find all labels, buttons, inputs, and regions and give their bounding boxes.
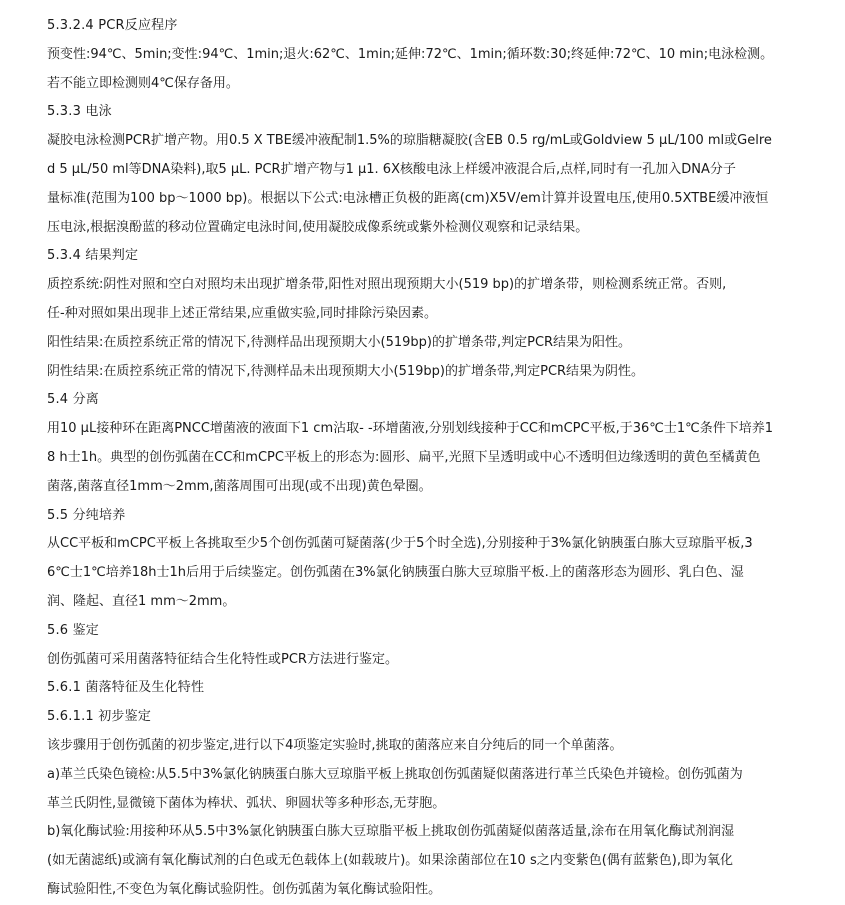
body-text-line: 量标准(范围为100 bp～1000 bp)。根据以下公式:电泳槽正负极的距离(cm)X5V/em计算并设置电压,使用0.5XTBE缓冲液恒 [47,190,769,206]
body-text-line: (如无菌滤纸)或滴有氧化酶试剂的白色或无色载体上(如载玻片)。如果涂菌部位在10 s之内变紫色(偶有蓝紫色),即为氧化 [47,853,734,869]
body-text-line: 压电泳,根据溴酚蓝的移动位置确定电泳时间,使用凝胶成像系统或紫外检测仪观察和记录结果。 [47,219,589,235]
section-heading: 5.5 分纯培养 [47,507,126,523]
body-text-line: 从CC平板和mCPC平板上各挑取至少5个创伤弧菌可疑菌落(少于5个时全选),分别接种于3%氯化钠胰蛋白胨大豆琼脂平板,3 [47,536,753,552]
body-text-line: 创伤弧菌可采用菌落特征结合生化特性或PCR方法进行鉴定。 [47,651,398,667]
body-text-line: 菌落,菌落直径1mm～2mm,菌落周围可出现(或不出现)黄色晕圈。 [47,478,432,494]
section-heading: 5.3.2.4 PCR反应程序 [47,18,178,33]
body-text-line: 用10 μL接种环在距离PNCC增菌液的液面下1 cm沾取- -环增菌液,分别划线接种于CC和mCPC平板,于36℃士1℃条件下培养1 [47,421,773,437]
body-text-line: 6℃士1℃培养18h士1h后用于后续鉴定。创伤弧菌在3%氯化钠胰蛋白胨大豆琼脂平板.上的菌落形态为圆形、乳白色、湿 [47,565,744,581]
section-heading: 5.6.1.1 初步鉴定 [47,709,152,725]
body-text-line: 该步骤用于创伤弧菌的初步鉴定,进行以下4项鉴定实验时,挑取的菌落应来自分纯后的同一个单菌落。 [47,737,623,753]
body-text-line: 革兰氏阴性,显微镜下菌体为棒状、弧状、卵圆状等多种形态,无芽胞。 [47,795,446,811]
body-text-line: d 5 μL/50 ml等DNA染料),取5 μL. PCR扩增产物与1 μ1. 6X核酸电泳上样缓冲液混合后,点样,同时有一孔加入DNA分子 [47,161,736,177]
body-text-line: 若不能立即检测则4℃保存备用。 [47,75,239,91]
section-heading: 5.6.1 菌落特征及生化特性 [47,680,205,696]
body-text-line: 质控系统:阴性对照和空白对照均未出现扩增条带,阳性对照出现预期大小(519 bp)的扩增条带，则检测系统正常。否则, [47,277,727,293]
body-text-line: 润、隆起、直径1 mm～2mm。 [47,593,236,609]
body-text-line: 凝胶电泳检测PCR扩增产物。用0.5 X TBE缓冲液配制1.5%的琼脂糖凝胶(含EB 0.5 rg/mL或Goldview 5 μL/100 ml或Gelre [47,133,772,149]
section-heading: 5.4 分离 [47,392,100,408]
section-heading: 5.3.4 结果判定 [47,248,139,264]
body-text-line: 预变性:94℃、5min;变性:94℃、1min;退火:62℃、1min;延伸:72℃、1min;循环数:30;终延伸:72℃、10 min;电泳检测。 [47,46,774,62]
section-heading: 5.6 鉴定 [47,622,100,638]
section-heading: 5.3.3 电泳 [47,104,112,120]
body-text-line: 阴性结果:在质控系统正常的情况下,待测样品未出现预期大小(519bp)的扩增条带,判定PCR结果为阴性。 [47,363,645,379]
body-text-line: a)革兰氏染色镜检:从5.5中3%氯化钠胰蛋白胨大豆琼脂平板上挑取创伤弧菌疑似菌落进行革兰氏染色并镜检。创伤弧菌为 [47,766,743,782]
body-text-line: 8 h士1h。典型的创伤弧菌在CC和mCPC平板上的形态为:圆形、扁平,光照下呈透明或中心不透明但边缘透明的黄色至橘黄色 [47,449,761,465]
body-text-line: 阳性结果:在质控系统正常的情况下,待测样品出现预期大小(519bp)的扩增条带,判定PCR结果为阳性。 [47,334,632,350]
body-text-line: b)氧化酶试验:用接种环从5.5中3%氯化钠胰蛋白胨大豆琼脂平板上挑取创伤弧菌疑似菌落适量,涂布在用氧化酶试剂润湿 [47,824,735,840]
body-text-line: 任-种对照如果出现非上述正常结果,应重做实验,同时排除污染因素。 [47,305,437,321]
body-text-line: 酶试验阳性,不变色为氧化酶试验阴性。创伤弧菌为氧化酶试验阳性。 [47,881,442,897]
